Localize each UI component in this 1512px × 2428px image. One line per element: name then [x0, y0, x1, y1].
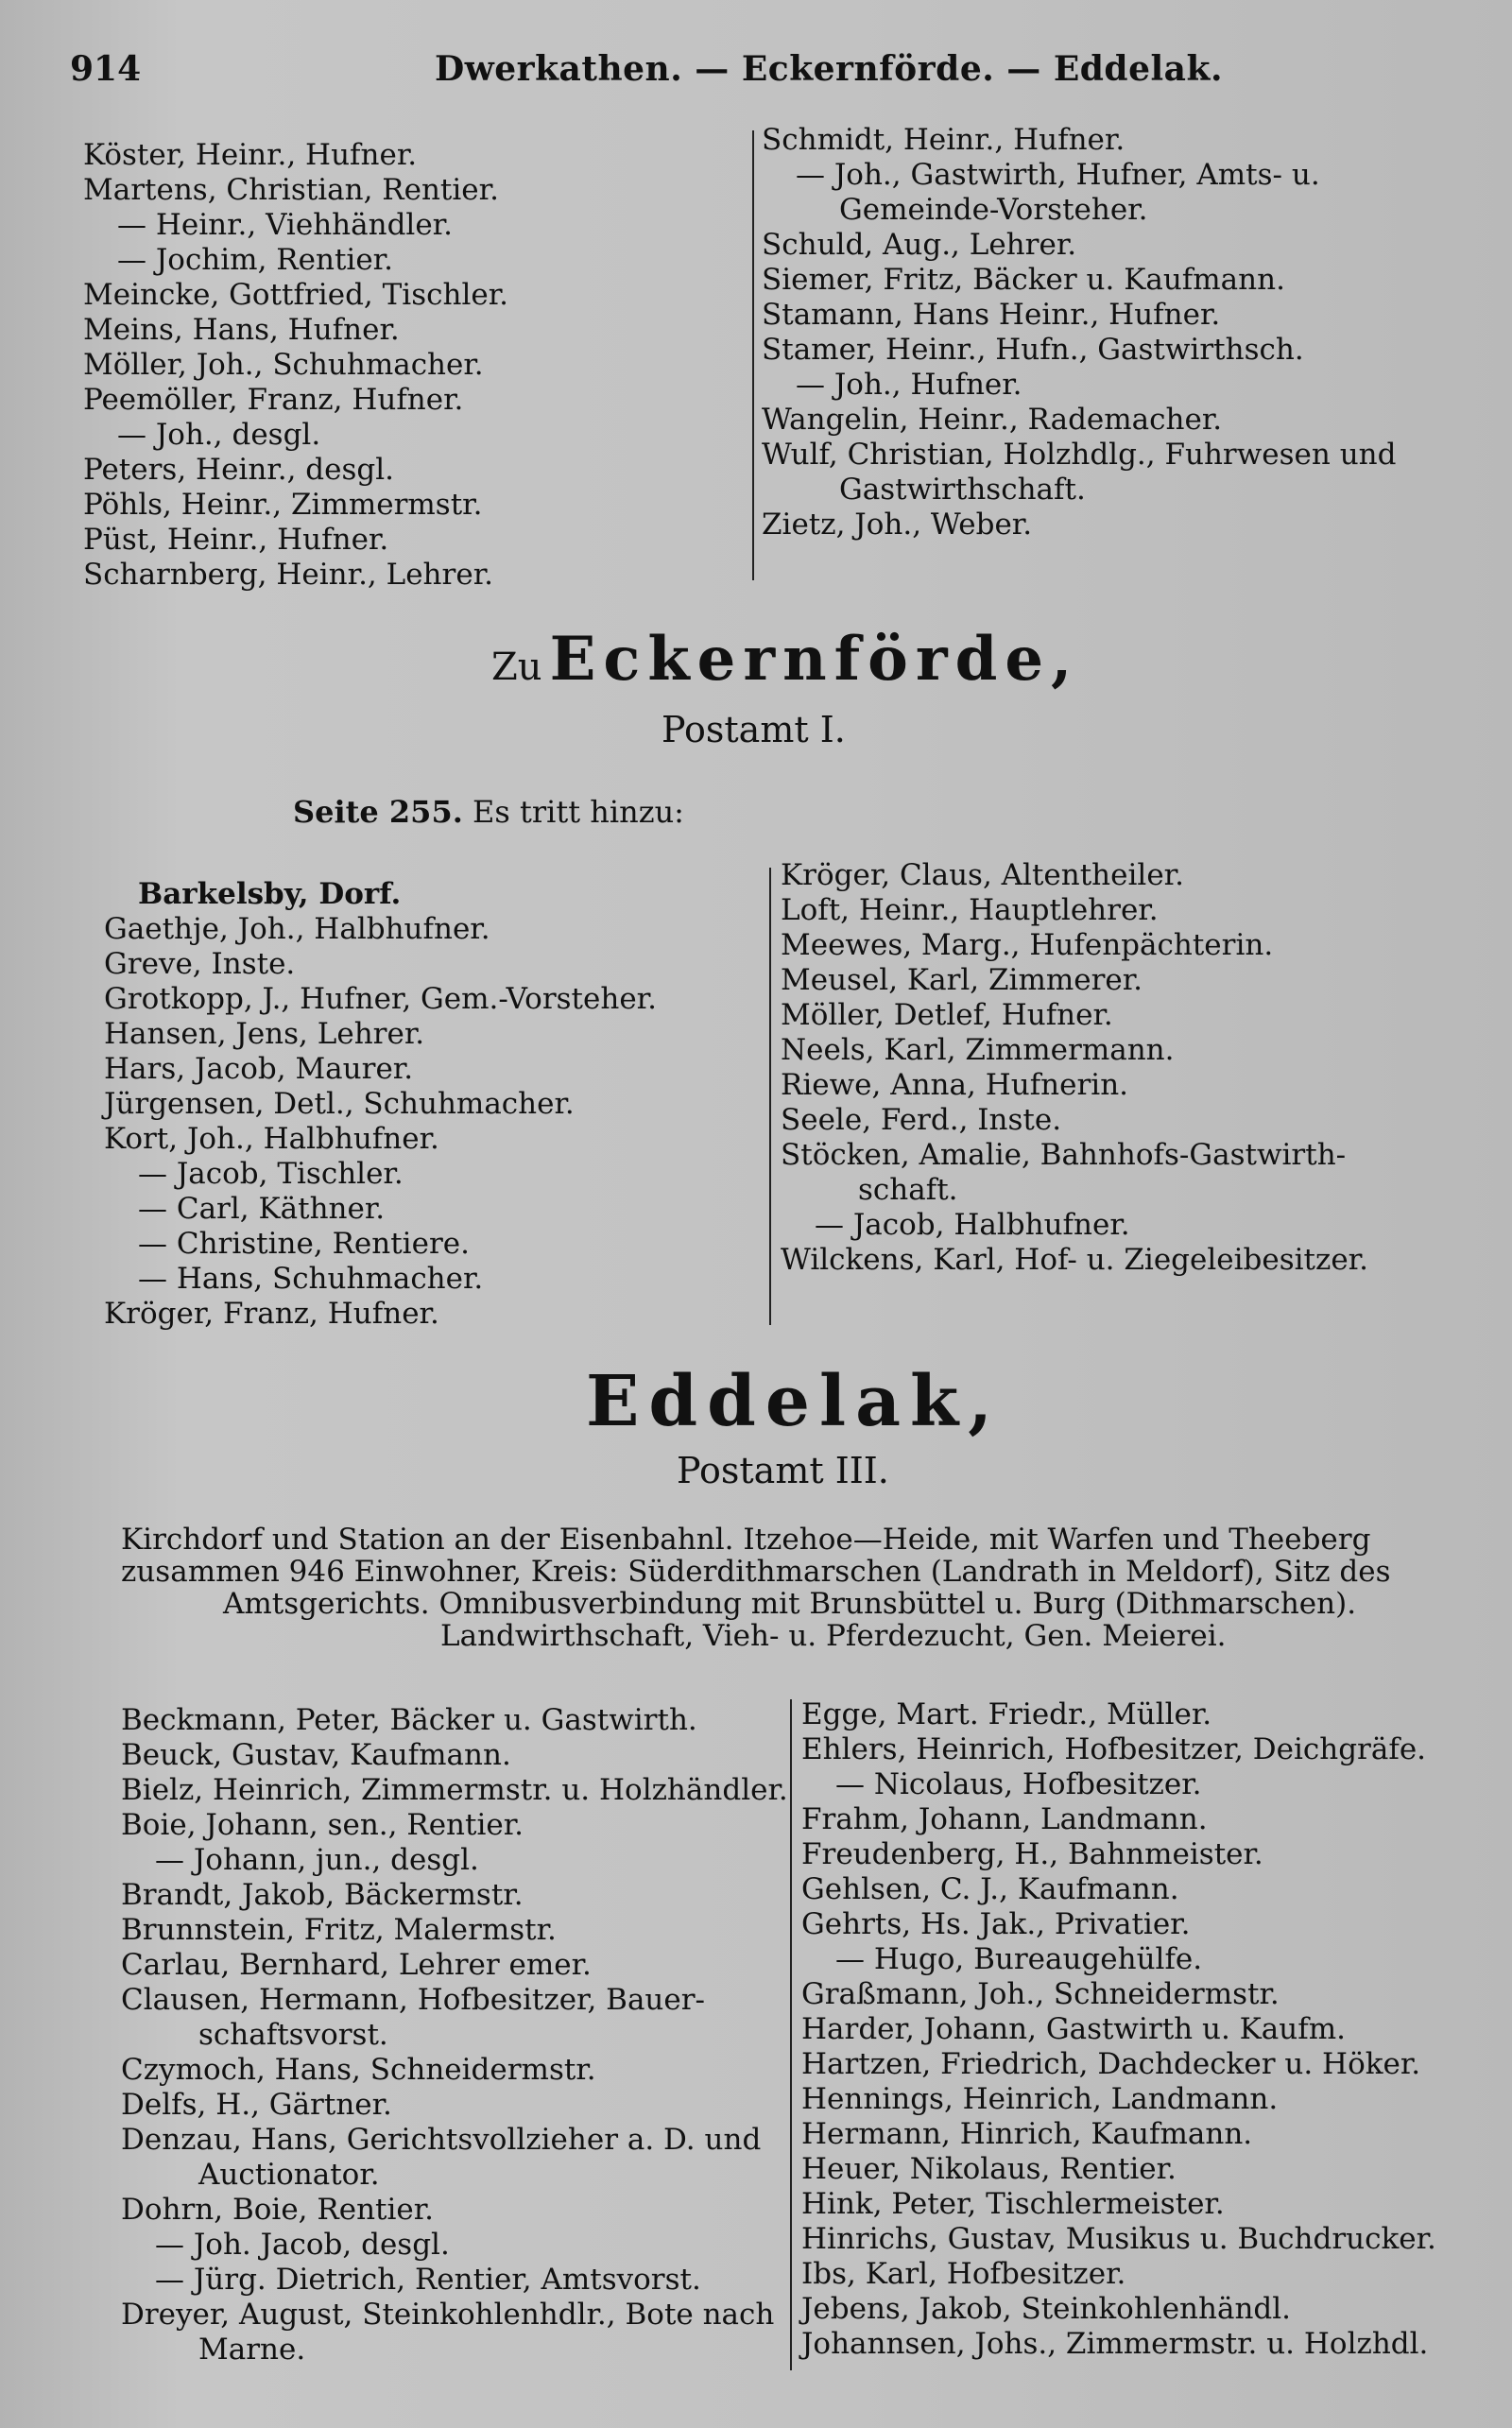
list-item: Harder, Johann, Gastwirth u. Kaufm. [801, 2012, 1346, 2046]
list-item: Püst, Heinr., Hufner. [83, 523, 389, 557]
list-item: Dohrn, Boie, Rentier. [121, 2193, 435, 2227]
list-item: Meincke, Gottfried, Tischler. [83, 278, 508, 312]
list-item: Köster, Heinr., Hufner. [83, 138, 418, 172]
list-item: Meusel, Karl, Zimmerer. [781, 963, 1143, 997]
list-item: Gaethje, Joh., Halbhufner. [104, 912, 490, 946]
list-item: Hars, Jacob, Maurer. [104, 1052, 414, 1086]
list-item: Johannsen, Johs., Zimmermstr. u. Holzhdl. [801, 2327, 1429, 2361]
list-item: Egge, Mart. Friedr., Müller. [801, 1697, 1212, 1731]
list-item: Riewe, Anna, Hufnerin. [781, 1068, 1129, 1102]
intro-line: Amtsgerichts. Omnibusverbindung mit Brunsbüttel u. Burg (Dithmarschen). [223, 1587, 1357, 1621]
list-item: Kort, Joh., Halbhufner. [104, 1122, 439, 1156]
list-item: Jürgensen, Detl., Schuhmacher. [104, 1087, 575, 1121]
list-item: Heuer, Nikolaus, Rentier. [801, 2152, 1177, 2186]
list-item: Gemeinde-Vorsteher. [839, 193, 1148, 227]
list-item: — Joh., Hufner. [796, 368, 1022, 402]
page-header [0, 49, 1474, 104]
seite-label: Seite 255. [293, 794, 463, 830]
list-item: Loft, Heinr., Hauptlehrer. [781, 893, 1159, 927]
list-item: — Joh. Jacob, desgl. [155, 2228, 450, 2262]
page-number: 914 [70, 49, 142, 89]
title-prefix: Zu [491, 646, 542, 689]
list-item: Schmidt, Heinr., Hufner. [762, 123, 1125, 157]
list-item: Hansen, Jens, Lehrer. [104, 1017, 425, 1051]
list-item: Möller, Joh., Schuhmacher. [83, 348, 484, 382]
list-item: Pöhls, Heinr., Zimmermstr. [83, 488, 483, 522]
list-item: Martens, Christian, Rentier. [83, 173, 499, 207]
list-item: Stamer, Heinr., Hufn., Gastwirthsch. [762, 333, 1304, 367]
list-item: Hartzen, Friedrich, Dachdecker u. Höker. [801, 2047, 1421, 2081]
title-main: Eckernförde, [549, 624, 1080, 695]
list-item: Stöcken, Amalie, Bahnhofs-Gastwirth- [781, 1138, 1347, 1172]
intro-line: Kirchdorf und Station an der Eisenbahnl. Itzehoe—Heide, mit Warfen und Theeberg [121, 1523, 1371, 1557]
list-item: Boie, Johann, sen., Rentier. [121, 1808, 524, 1842]
list-item: — Carl, Käthner. [138, 1192, 386, 1226]
list-item: — Jacob, Tischler. [138, 1157, 404, 1191]
list-item: — Hugo, Bureaugehülfe. [835, 1942, 1203, 1976]
list-item: Gehrts, Hs. Jak., Privatier. [801, 1907, 1191, 1941]
list-item: Beckmann, Peter, Bäcker u. Gastwirth. [121, 1703, 697, 1737]
list-item: Scharnberg, Heinr., Lehrer. [83, 558, 493, 592]
list-item: Siemer, Fritz, Bäcker u. Kaufmann. [762, 263, 1285, 297]
list-item: Delfs, H., Gärtner. [121, 2088, 392, 2122]
list-item: Peemöller, Franz, Hufner. [83, 383, 464, 417]
postamt-eddelak: Postamt III. [677, 1450, 889, 1491]
list-item: Hermann, Hinrich, Kaufmann. [801, 2117, 1253, 2151]
eddelak-left-column [121, 1703, 788, 2368]
list-item: Beuck, Gustav, Kaufmann. [121, 1738, 511, 1772]
eddelak-right-column [801, 1697, 1436, 2362]
list-item: Barkelsby, Dorf. [138, 877, 402, 911]
list-item: Brandt, Jakob, Bäckermstr. [121, 1878, 524, 1912]
column-divider [752, 130, 754, 580]
seite-rest: Es tritt hinzu: [472, 794, 684, 830]
list-item: Jebens, Jakob, Steinkohlenhändl. [801, 2292, 1292, 2326]
list-item: — Jacob, Halbhufner. [815, 1208, 1130, 1242]
column-divider [769, 868, 771, 1325]
list-item: — Joh., desgl. [117, 418, 321, 452]
list-item: schaft. [858, 1173, 958, 1207]
list-item: Meewes, Marg., Hufenpächterin. [781, 928, 1274, 962]
intro-line: zusammen 946 Einwohner, Kreis: Süderdithmarschen (Landrath in Meldorf), Sitz des [121, 1555, 1391, 1589]
column-divider [790, 1699, 792, 2370]
list-item: — Hans, Schuhmacher. [138, 1262, 484, 1296]
list-item: Clausen, Hermann, Hofbesitzer, Bauer- [121, 1983, 706, 2017]
list-item: Wangelin, Heinr., Rademacher. [762, 403, 1223, 437]
intro-line: Landwirthschaft, Vieh- u. Pferdezucht, Gen. Meierei. [440, 1619, 1227, 1653]
list-item: Ibs, Karl, Hofbesitzer. [801, 2257, 1126, 2291]
running-title: Dwerkathen. — Eckernförde. — Eddelak. [435, 49, 1223, 89]
list-item: Grotkopp, J., Hufner, Gem.-Vorsteher. [104, 982, 657, 1016]
dwerkathen-left-column [83, 138, 508, 593]
list-item: Hennings, Heinrich, Landmann. [801, 2082, 1279, 2116]
list-item: — Christine, Rentiere. [138, 1227, 470, 1261]
list-item: Denzau, Hans, Gerichtsvollzieher a. D. und [121, 2123, 762, 2157]
list-item: Gehlsen, C. J., Kaufmann. [801, 1872, 1179, 1906]
list-item: Kröger, Franz, Hufner. [104, 1297, 439, 1331]
seite-note [293, 794, 684, 830]
list-item: Seele, Ferd., Inste. [781, 1103, 1062, 1137]
list-item: Czymoch, Hans, Schneidermstr. [121, 2053, 596, 2087]
list-item: Neels, Karl, Zimmermann. [781, 1033, 1175, 1067]
section-title-eddelak: Eddelak, [586, 1361, 1003, 1442]
list-item: Bielz, Heinrich, Zimmermstr. u. Holzhändler. [121, 1773, 788, 1807]
section-title-eckernfoerde [491, 624, 1080, 695]
eckernfoerde-right-column [781, 858, 1368, 1278]
list-item: Wilckens, Karl, Hof- u. Ziegeleibesitzer. [781, 1243, 1368, 1277]
list-item: Gastwirthschaft. [839, 473, 1086, 507]
list-item: Ehlers, Heinrich, Hofbesitzer, Deichgräfe. [801, 1732, 1427, 1766]
list-item: schaftsvorst. [198, 2018, 388, 2052]
dwerkathen-right-column [762, 123, 1396, 542]
list-item: Frahm, Johann, Landmann. [801, 1802, 1208, 1836]
list-item: Greve, Inste. [104, 947, 296, 981]
list-item: Brunnstein, Fritz, Malermstr. [121, 1913, 557, 1947]
list-item: Peters, Heinr., desgl. [83, 453, 394, 487]
list-item: Schuld, Aug., Lehrer. [762, 228, 1077, 262]
eckernfoerde-left-column [104, 877, 657, 1332]
list-item: — Johann, jun., desgl. [155, 1843, 479, 1877]
list-item: Auctionator. [198, 2158, 380, 2192]
list-item: — Heinr., Viehhändler. [117, 208, 453, 242]
list-item: Wulf, Christian, Holzhdlg., Fuhrwesen und [762, 438, 1397, 472]
list-item: Dreyer, August, Steinkohlenhdlr., Bote nach [121, 2298, 775, 2332]
list-item: Möller, Detlef, Hufner. [781, 998, 1113, 1032]
list-item: — Joh., Gastwirth, Hufner, Amts- u. [796, 158, 1320, 192]
list-item: Kröger, Claus, Altentheiler. [781, 858, 1184, 892]
list-item: Meins, Hans, Hufner. [83, 313, 400, 347]
list-item: Freudenberg, H., Bahnmeister. [801, 1837, 1263, 1871]
list-item: Graßmann, Joh., Schneidermstr. [801, 1977, 1280, 2011]
list-item: Marne. [198, 2333, 306, 2367]
list-item: Stamann, Hans Heinr., Hufner. [762, 298, 1221, 332]
list-item: — Jochim, Rentier. [117, 243, 393, 277]
list-item: Hink, Peter, Tischlermeister. [801, 2187, 1225, 2221]
postamt-eckernfoerde: Postamt I. [662, 709, 846, 750]
list-item: — Nicolaus, Hofbesitzer. [835, 1767, 1202, 1801]
list-item: — Jürg. Dietrich, Rentier, Amtsvorst. [155, 2263, 701, 2297]
list-item: Carlau, Bernhard, Lehrer emer. [121, 1948, 592, 1982]
list-item: Hinrichs, Gustav, Musikus u. Buchdrucker. [801, 2222, 1436, 2256]
list-item: Zietz, Joh., Weber. [762, 508, 1033, 542]
